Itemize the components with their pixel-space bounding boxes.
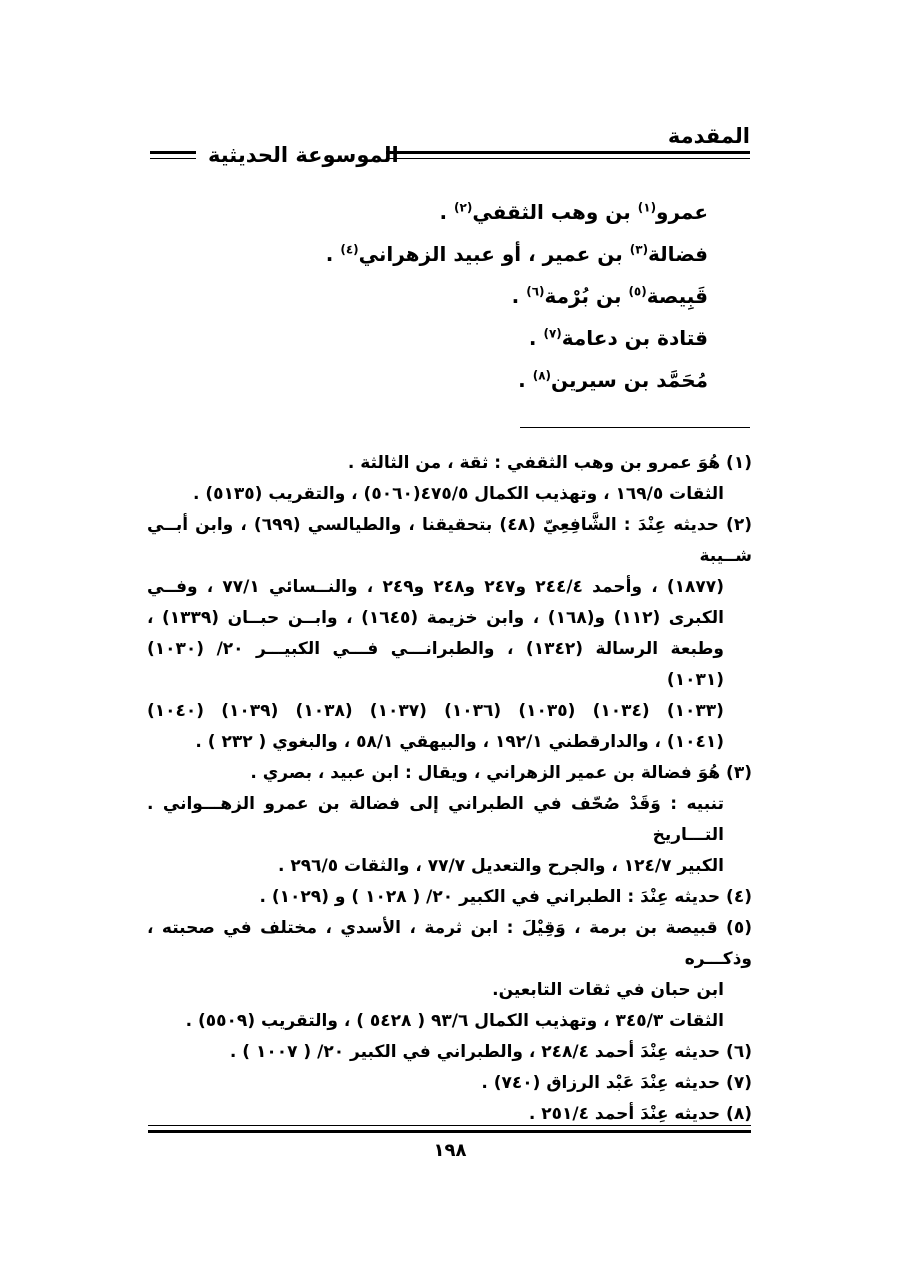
footnote-line: (٥) قبيصة بن برمة ، وَقِيْلَ : ابن ثرمة ، الأسدي ، مختلف في صحبته ، وذكـــره <box>147 918 752 969</box>
narrator-line: فضالة$^{(٣)}$ بن عمير ، أو عبيد الزهراني$^{(٤)}$ . <box>325 242 708 266</box>
footnote-line: الثقات ١٦٩/٥ ، وتهذيب الكمال ٤٧٥/٥(٥٠٦٠) ، والتقريب (٥١٣٥) . <box>193 484 724 504</box>
footnote-line: (٧) حديثه عِنْدَ عَبْد الرزاق (٧٤٠) . <box>481 1073 752 1093</box>
footnote-ref: (٤) <box>340 242 359 257</box>
footnote-line: (١٠٤١) ، والدارقطني ١٩٢/١ ، والبيهقي ٥٨/١ ، والبغوي ( ٢٣٢ ) . <box>195 732 724 752</box>
narrator-line: عمرو$^{(١)}$ بن وهب الثقفي$^{(٢)}$ . <box>439 200 708 224</box>
footnote-line: وطبعة الرسالة (١٣٤٢) ، والطبرانـــي فـــي الكبيـــر ٢٠/ (١٠٣٠) (١٠٣١) <box>147 639 724 690</box>
footnote-line: (١) هُوَ عمرو بن وهب الثقفي : ثقة ، من الثالثة . <box>347 453 752 473</box>
footnote-line: ابن حبان في ثقات التابعين. <box>492 980 724 1000</box>
footer-rule-thick <box>148 1130 751 1133</box>
header-rule-right-thin <box>386 158 750 159</box>
footnote-line: (١٠٣٣) (١٠٣٤) (١٠٣٥) (١٠٣٦) (١٠٣٧) (١٠٣٨) (١٠٣٩) (١٠٤٠) <box>147 701 724 721</box>
footnote-line: (٨) حديثه عِنْدَ أحمد ٢٥١/٤ . <box>528 1104 752 1124</box>
narrator-list <box>288 191 708 401</box>
header-rule-left <box>150 151 196 154</box>
book-title: الموسوعة الحديثية <box>208 143 399 167</box>
narrator-line: قَبِيصة$^{(٥)}$ بن بُرْمة$^{(٦)}$ . <box>511 284 708 308</box>
footnote-ref: (١) <box>637 200 657 215</box>
footnote-ref: (٣) <box>629 242 649 257</box>
footnote-line: (٦) حديثه عِنْدَ أحمد ٢٤٨/٤ ، والطبراني في الكبير ٢٠/ ( ١٠٠٧ ) . <box>229 1042 752 1062</box>
footnote-ref: (٥) <box>628 284 647 299</box>
footer-rule-thin <box>148 1125 751 1126</box>
footnote-line: الكبرى (١١٢) و(١٦٨) ، وابن خزيمة (١٦٤٥) ، وابــن حبــان (١٣٣٩) ، <box>147 608 725 628</box>
header-rule-left-thin <box>150 158 196 159</box>
footnote-ref: (٧) <box>543 326 562 341</box>
section-title: المقدمة <box>667 124 750 148</box>
footnote-line: (٤) حديثه عِنْدَ : الطبراني في الكبير ٢٠/ ( ١٠٢٨ ) و (١٠٢٩) . <box>259 887 752 907</box>
footnote-line: (٢) حديثه عِنْدَ : الشَّافِعِيّ (٤٨) بتحقيقنا ، والطيالسي (٦٩٩) ، وابن أبــي شــيبة <box>147 515 752 566</box>
footnote-ref: (٦) <box>526 284 545 299</box>
footnote-ref: (٨) <box>532 368 552 383</box>
narrator-line: مُحَمَّد بن سيرين$^{(٨)}$ . <box>518 368 708 392</box>
footnote-line: (٣) هُوَ فضالة بن عمير الزهراني ، ويقال : ابن عبيد ، بصري . <box>250 763 752 783</box>
footnotes <box>147 448 752 1130</box>
page-number: ١٩٨ <box>433 1140 467 1161</box>
footnote-line: الثقات ٣٤٥/٣ ، وتهذيب الكمال ٩٣/٦ ( ٥٤٢٨ ) ، والتقريب (٥٥٠٩) . <box>185 1011 724 1031</box>
narrator-line: قتادة بن دعامة$^{(٧)}$ . <box>528 326 708 350</box>
header-rule-right <box>386 151 750 154</box>
footnote-line: تنبيه : وَقَدْ صُحّف في الطبراني إلى فضالة بن عمرو الزهـــواني . التـــاريخ <box>147 794 724 845</box>
footnote-ref: (٢) <box>454 200 473 215</box>
footnote-line: الكبير ١٢٤/٧ ، والجرح والتعديل ٧٧/٧ ، والثقات ٢٩٦/٥ . <box>278 856 724 876</box>
footnote-line: (١٨٧٧) ، وأحمد ٢٤٤/٤ و٢٤٧ و٢٤٨ و٢٤٩ ، والنــسائي ٧٧/١ ، وفــي <box>147 577 724 597</box>
footnote-separator <box>520 427 750 428</box>
